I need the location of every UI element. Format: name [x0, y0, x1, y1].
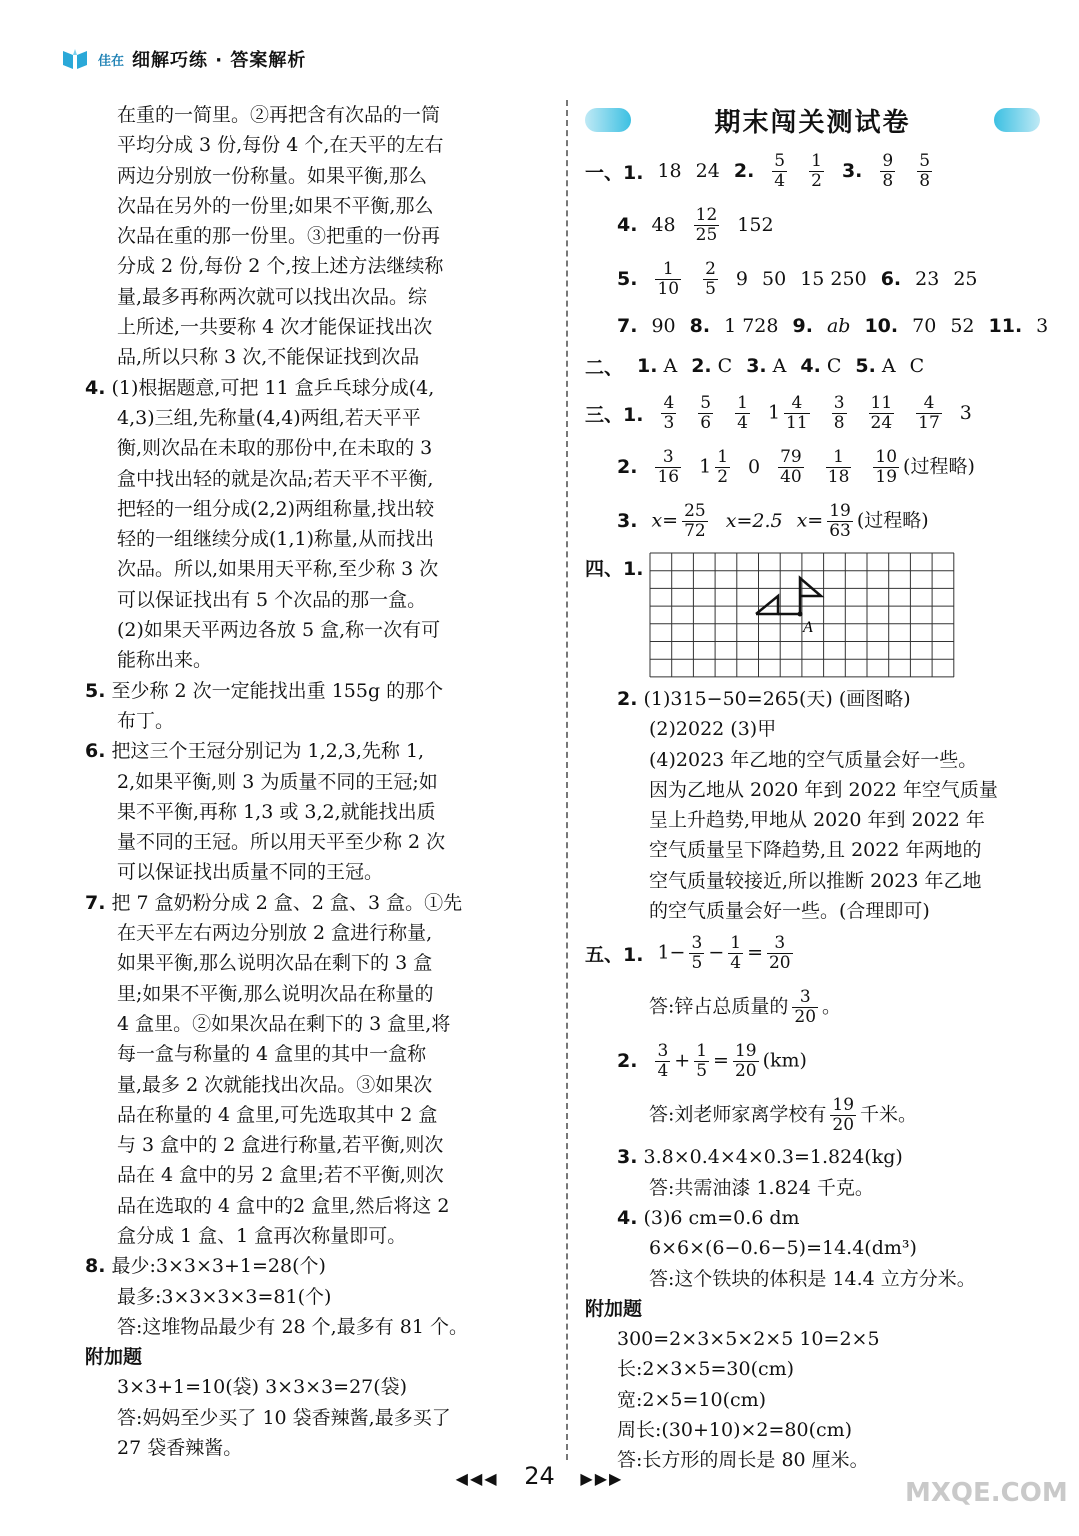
text-line: 次品在另外的一份里;如果不平衡,那么: [117, 194, 434, 217]
text-line: 最多:3×3×3×3=81(个): [117, 1285, 332, 1308]
continued-answer: [85, 100, 555, 373]
choice-answer: 3. A: [746, 355, 787, 377]
triangle-rotated: [800, 578, 821, 614]
text-line: 把轻的一组分成(2,2)两组称量,找出较: [117, 497, 435, 520]
fraction: $\frac{11}{24}$: [870, 392, 893, 433]
q6-body: [85, 767, 555, 888]
fraction: $\frac{9}{8}$: [882, 150, 894, 191]
text-line: 300=2×3×5×2×5 10=2×5: [617, 1328, 880, 1351]
text-line: 次品。所以,如果用天平称,至少称 3 次: [117, 558, 439, 581]
extra-title-right: 附加题: [585, 1297, 643, 1320]
next-arrows-icon: ▶▶▶: [580, 1469, 624, 1488]
text-line: 盒分成 1 盒、1 盒再次称量即可。: [117, 1224, 407, 1247]
text-line: 宽:2×5=10(cm): [617, 1388, 767, 1411]
s4-q2-body: [585, 714, 1040, 926]
fraction: $\frac{25}{72}$: [684, 500, 706, 541]
text-line: 布丁。: [117, 709, 175, 732]
s1-row1: 一、1. 18 24 2. $\frac{5}{4}$ $\frac{1}{2}$ 3. $\frac{9}{8}$ $\frac{5}{8}$: [585, 150, 931, 191]
page-number: 24: [524, 1462, 555, 1490]
text-line: 答:妈妈至少买了 10 袋香辣酱,最多买了: [117, 1406, 451, 1429]
q7-body: [85, 918, 555, 1251]
text-line: 衡,则次品在未取的那份中,在未取的 3: [117, 437, 433, 460]
choice-answer: 1. A: [637, 355, 678, 377]
text-line: 里;如果不平衡,那么说明次品在称量的: [117, 982, 434, 1005]
text-line: 27 袋香辣酱。: [117, 1437, 243, 1460]
text-line: 呈上升趋势,甲地从 2020 年到 2022 年: [649, 809, 985, 832]
s5-row2: 2. $\frac{3}{4}$ + $\frac{1}{5}$ = $\frac{19}{20}$ (km): [617, 1040, 807, 1081]
text-line: 因为乙地从 2020 年到 2022 年空气质量: [649, 778, 998, 801]
choice-answer: 2. C: [691, 355, 733, 377]
exam-title: 期末闯关测试卷: [714, 107, 911, 138]
s5-answer2: 答:刘老师家离学校有 $\frac{19}{20}$ 千米。: [649, 1094, 918, 1135]
s1-row3: 5. $\frac{1}{10}$ $\frac{2}{5}$ 9 50 15 250 6. 23 25: [617, 258, 978, 299]
text-line: 两边分别放一份称量。如果平衡,那么: [117, 164, 428, 187]
fraction: $\frac{19}{63}$: [829, 500, 851, 541]
brand-name: 佳在: [98, 53, 125, 69]
fraction: $\frac{2}{5}$: [705, 258, 716, 299]
text-line: 与 3 盒中的 2 盒进行称量,若平衡,则次: [117, 1134, 444, 1157]
s3-row2: 2. $\frac{3}{16}$ 1 $\frac{1}{2}$ 0 $\frac{79}{40}$ $\frac{1}{18}$ $\frac{10}{19}$ (过程略): [617, 446, 975, 487]
text-line: 能称出来。: [117, 649, 213, 672]
text-line: 品在称量的 4 盒里,可先选取其中 2 盒: [117, 1103, 438, 1126]
fraction: $\frac{5}{8}$: [919, 150, 931, 191]
fraction: $\frac{79}{40}$: [780, 446, 802, 487]
point-a: [798, 612, 803, 617]
fraction: $\frac{1}{4}$: [737, 392, 748, 433]
q4-body: [85, 403, 555, 676]
choice-answer-extra: C: [909, 355, 925, 377]
text-line: 分成 2 份,每份 2 个,按上述方法继续称: [117, 255, 444, 278]
column-divider: [566, 100, 568, 1460]
s5-q3: 3. 3.8×0.4×4×0.3=1.824(kg): [617, 1146, 903, 1169]
q8: 8. 最少:3×3×3+1=28(个): [85, 1255, 326, 1278]
fraction: $\frac{1}{2}$: [717, 446, 729, 487]
s2-row: 二、 1. A 2. C 3. A 4. C 5. A C: [585, 355, 925, 379]
text-line: 长:2×3×5=30(cm): [617, 1358, 795, 1381]
text-line: (2)2022 (3)甲: [649, 718, 777, 741]
fraction: $\frac{3}{16}$: [657, 446, 680, 487]
q5-body: [85, 706, 555, 736]
text-line: 可以保证找出有 5 个次品的那一盒。: [117, 588, 427, 611]
text-line: 周长:(30+10)×2=80(cm): [617, 1419, 853, 1442]
extra-body-left: [85, 1372, 555, 1463]
fraction: $\frac{1}{18}$: [827, 446, 850, 487]
text-line: 轻的一组继续分成(1,1)称量,从而找出: [117, 528, 435, 551]
watermark: MXQE.COM: [905, 1478, 1068, 1508]
s3-row3: 3. x= $\frac{25}{72}$ x=2.5 x= $\frac{19}{63}$ (过程略): [617, 500, 929, 541]
s4-q2: 2. (1)315−50=265(天) (画图略): [617, 688, 911, 710]
text-line: 在天平左右两边分别放 2 盒进行称量,: [117, 922, 433, 945]
q6: 6. 把这三个王冠分别记为 1,2,3,先称 1,: [85, 740, 425, 763]
text-line: 4 盒里。②如果次品在剩下的 3 盒里,将: [117, 1012, 451, 1035]
choice-answer: 5. A: [855, 355, 896, 377]
fraction: $\frac{1}{5}$: [696, 1040, 708, 1081]
extra-title-left: 附加题: [85, 1346, 143, 1369]
s5-q4-calc: 6×6×(6−0.6−5)=14.4(dm³): [649, 1237, 917, 1260]
left-column: [85, 100, 555, 1463]
text-line: 空气质量较接近,所以推断 2023 年乙地: [649, 869, 982, 892]
fraction: $\frac{5}{6}$: [700, 392, 712, 433]
s1-row2: 4. 48 $\frac{12}{25}$ 152: [617, 204, 774, 245]
header-title: 细解巧练 · 答案解析: [132, 50, 307, 71]
right-column: [585, 100, 1049, 1476]
text-line: 如果平衡,那么说明次品在剩下的 3 盒: [117, 952, 433, 975]
s1-row4: 7. 90 8. 1 728 9. ab 10. 70 52 11. 3: [617, 315, 1049, 337]
fraction: $\frac{3}{5}$: [691, 932, 703, 973]
drawing-grid: [649, 552, 973, 678]
text-line: 量,最多再称两次就可以找出次品。综: [117, 285, 428, 308]
text-line: 品,所以只称 3 次,不能保证找到次品: [117, 346, 420, 369]
fraction: $\frac{12}{25}$: [695, 204, 718, 245]
text-line: 量不同的王冠。所以用天平至少称 2 次: [117, 831, 446, 854]
fraction: $\frac{10}{19}$: [875, 446, 898, 487]
q7: 7. 把 7 盒奶粉分成 2 盒、2 盒、3 盒。①先: [85, 891, 463, 914]
title-tab-left: [585, 108, 631, 132]
text-line: (4)2023 年乙地的空气质量会好一些。: [649, 748, 978, 771]
fraction: $\frac{4}{17}$: [918, 392, 940, 433]
s5-answer4: 答:这个铁块的体积是 14.4 立方分米。: [649, 1267, 976, 1290]
fraction: $\frac{3}{20}$: [768, 932, 791, 973]
text-line: (2)如果天平两边各放 5 盒,称一次有可: [117, 619, 441, 642]
text-line: 上所述,一共要称 4 次才能保证找出次: [117, 316, 433, 339]
prev-arrows-icon: ◀◀◀: [455, 1469, 499, 1488]
fraction: $\frac{5}{4}$: [774, 150, 786, 191]
fraction: $\frac{3}{8}$: [833, 392, 845, 433]
fraction: $\frac{3}{20}$: [794, 986, 817, 1027]
book-logo-icon: [60, 46, 90, 72]
s5-answer1: 答:锌占总质量的 $\frac{3}{20}$ 。: [649, 986, 842, 1027]
triangle-original: [756, 596, 778, 614]
choice-answer: 4. C: [800, 355, 842, 377]
section-title: [585, 100, 1040, 140]
text-line: 平均分成 3 份,每份 4 个,在天平的左右: [117, 134, 444, 157]
text-line: 盒中找出轻的就是次品;若天平不平衡,: [117, 467, 434, 490]
page-header: [60, 44, 306, 74]
text-line: 在重的一简里。②再把含有次品的一筒: [117, 104, 441, 126]
s5-answer3: 答:共需油漆 1.824 千克。: [649, 1176, 874, 1199]
fraction: $\frac{1}{4}$: [730, 932, 742, 973]
fraction: $\frac{4}{3}$: [663, 392, 675, 433]
text-line: 2,如果平衡,则 3 为质量不同的王冠;如: [117, 770, 438, 793]
q4: 4. (1)根据题意,可把 11 盒乒乓球分成(4,: [85, 376, 435, 399]
title-tab-right: [994, 108, 1040, 132]
text-line: 答:这堆物品最少有 28 个,最多有 81 个。: [117, 1315, 468, 1338]
text-line: 答:长方形的周长是 80 厘米。: [617, 1449, 869, 1472]
s5-q4: 4. (3)6 cm=0.6 dm: [617, 1206, 800, 1229]
text-line: 每一盒与称量的 4 盒里的其中一盒称: [117, 1043, 427, 1066]
q5: 5. 至少称 2 次一定能找出重 155g 的那个: [85, 679, 444, 702]
text-line: 3×3+1=10(袋) 3×3×3=27(袋): [117, 1376, 408, 1399]
text-line: 量,最多 2 次就能找出次品。③如果次: [117, 1073, 433, 1096]
fraction: $\frac{4}{11}$: [786, 392, 808, 433]
text-line: 品在 4 盒中的另 2 盒里;若不平衡,则次: [117, 1164, 444, 1187]
text-line: 可以保证找出质量不同的王冠。: [117, 861, 384, 884]
fraction: $\frac{3}{4}$: [657, 1040, 669, 1081]
fraction: $\frac{19}{20}$: [832, 1094, 855, 1135]
fraction: $\frac{1}{10}$: [657, 258, 680, 299]
fraction: $\frac{19}{20}$: [734, 1040, 757, 1081]
s3-row1: 三、1. $\frac{4}{3}$ $\frac{5}{6}$ $\frac{1}{4}$ 1 $\frac{4}{11}$ $\frac{3}{8}$ $\frac{11}{24}$ $\frac{4}{17}$ 3: [585, 392, 972, 433]
s4-q1: 四、1. A: [585, 552, 1040, 678]
text-line: 4,3)三组,先称量(4,4)两组,若天平平: [117, 406, 421, 429]
text-line: 空气质量呈下降趋势,且 2022 年两地的: [649, 839, 982, 862]
text-line: 品在选取的 4 盒中的2 盒里,然后将这 2: [117, 1194, 450, 1217]
text-line: 次品在重的那一份里。③把重的一份再: [117, 225, 441, 248]
fraction: $\frac{1}{2}$: [811, 150, 822, 191]
s5-row1: 五、1. 1− $\frac{3}{5}$ − $\frac{1}{4}$ = $\frac{3}{20}$: [585, 932, 791, 973]
extra-body-right: [585, 1324, 1040, 1475]
text-line: 的空气质量会好一些。(合理即可): [649, 900, 930, 923]
q8-body: [85, 1282, 555, 1343]
point-a-label: A: [803, 619, 814, 636]
text-line: 果不平衡,再称 1,3 或 3,2,就能找出质: [117, 800, 436, 823]
